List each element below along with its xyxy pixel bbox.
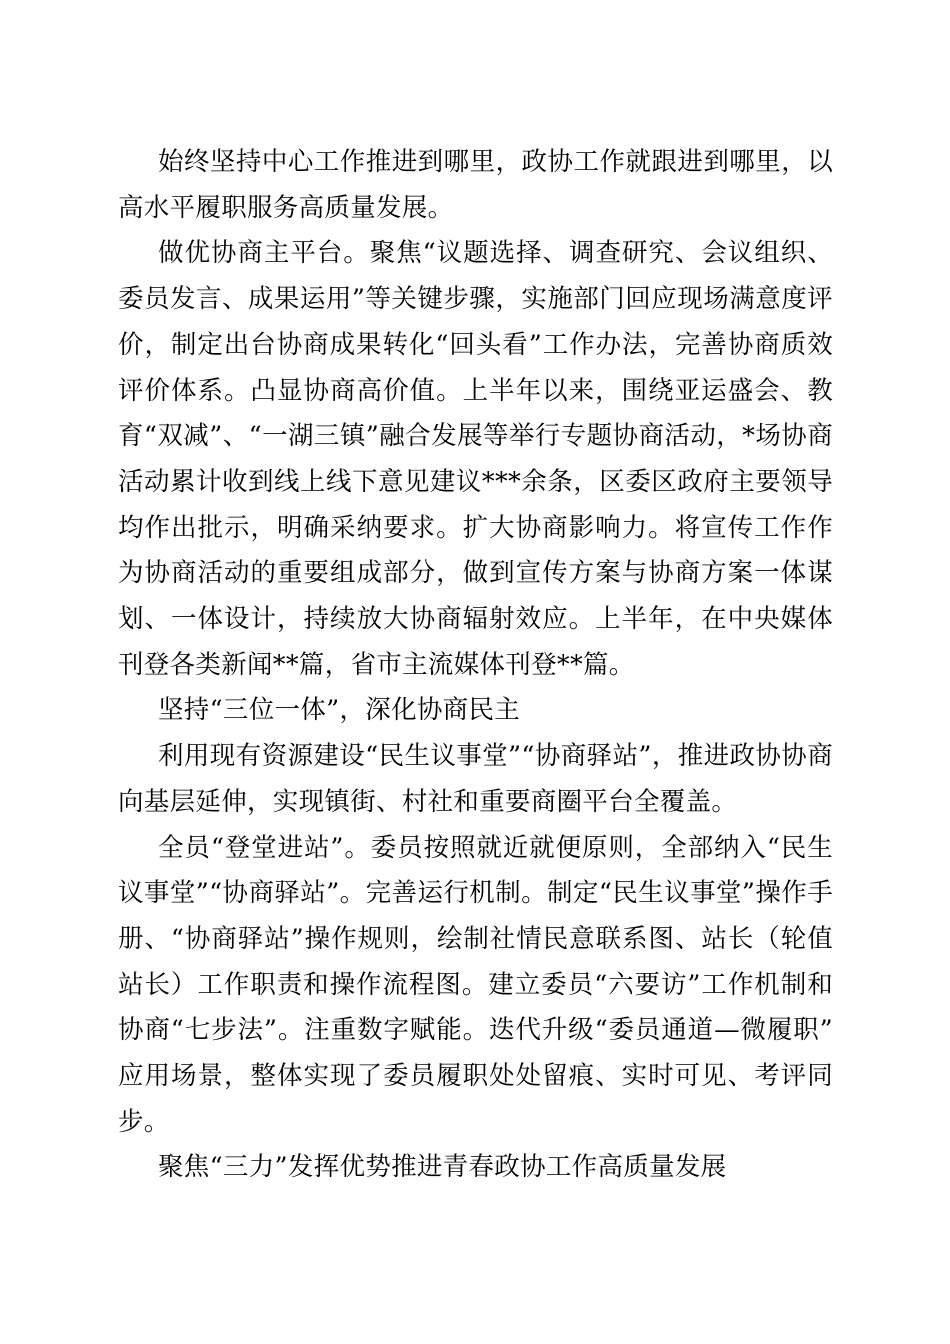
paragraph-intro: 始终坚持中心工作推进到哪里，政协工作就跟进到哪里，以高水平履职服务高质量发展。 <box>118 147 833 223</box>
paragraph-members-stations: 全员“登堂进站”。委员按照就近就便原则，全部纳入“民生议事堂”“协商驿站”。完善运行机制。制定“民生议事堂”操作手册、“协商驿站”操作规则，绘制社情民意联系图、站长（轮值站长）工作职责和操作流程图。建立委员“六要访”工作机制和协商“七步法”。注重数字赋能。迭代升级“委员通道—微履职”应用场景，整体实现了委员履职处处留痕、实时可见、考评同步。 <box>118 832 833 1137</box>
paragraph-consultation-platform: 做优协商主平台。聚焦“议题选择、调查研究、会议组织、委员发言、成果运用”等关键步骤，实施部门回应现场满意度评价，制定出台协商成果转化“回头看”工作办法，完善协商质效评价体系。凸显协商高价值。上半年以来，围绕亚运盛会、教育“双减”、“一湖三镇”融合发展等举行专题协商活动，*场协商活动累计收到线上线下意见建议***余条，区委区政府主要领导均作出批示，明确采纳要求。扩大协商影响力。将宣传工作作为协商活动的重要组成部分，做到宣传方案与协商方案一体谋划、一体设计，持续放大协商辐射效应。上半年，在中央媒体刊登各类新闻**篇，省市主流媒体刊登**篇。 <box>118 238 833 680</box>
section-heading-three-in-one: 坚持“三位一体”，深化协商民主 <box>158 695 521 726</box>
document-body <box>118 140 833 1191</box>
section-heading-youth-cppcc: 聚焦“三力”发挥优势推进青春政协工作高质量发展 <box>158 1152 727 1183</box>
paragraph-resources: 利用现有资源建设“民生议事堂”“协商驿站”，推进政协协商向基层延伸，实现镇街、村社和重要商圈平台全覆盖。 <box>118 741 833 817</box>
